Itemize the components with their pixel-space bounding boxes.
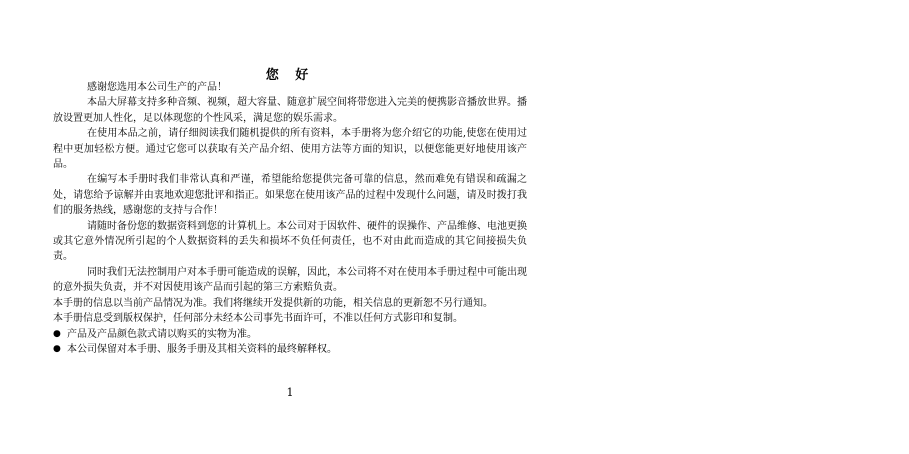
paragraph-backup-notice: 请随时备份您的数据资料到您的计算机上。本公司对于因软件、硬件的误操作、产品维修、电池更换或其它意外情况所引起的个人数据资料的丢失和损坏不负任何责任，也不对由此而造成的其它间接损失负责。 <box>53 220 527 263</box>
bullet-item-interpretation <box>53 342 527 357</box>
document-body <box>53 80 527 357</box>
paragraph-thanks: 感谢您选用本公司生产的产品！ <box>87 82 227 93</box>
paragraph-liability: 同时我们无法控制用户对本手册可能造成的误解，因此，本公司将不对在使用本手册过程中可能出现的意外损失负责，并不对因使用该产品而引起的第三方索赔负责。 <box>53 266 527 294</box>
paragraph-product-intro: 本品大屏幕支持多种音频、视频，超大容量、随意扩展空间将带您进入完美的便携影音播放世界。播放设置更加人性化，足以体现您的个性风采，满足您的娱乐需求。 <box>53 97 527 124</box>
page-number: 1 <box>286 386 294 399</box>
paragraph-info-updates: 本手册的信息以当前产品情况为准。我们将继续开发提供新的功能，相关信息的更新恕不另行通知。 <box>53 297 493 309</box>
bullet-icon: ● <box>53 328 61 339</box>
bullet-icon: ● <box>53 343 61 354</box>
bullet-text: 本公司保留对本手册、服务手册及其相关资料的最终解释权。 <box>67 343 337 355</box>
bullet-text: 产品及产品颜色款式请以购买的实物为准。 <box>67 328 257 340</box>
paragraph-copyright: 本手册信息受到版权保护，任何部分未经本公司事先书面许可，不准以任何方式影印和复制。 <box>53 313 463 325</box>
paragraph-errata: 在编写本手册时我们非常认真和严谨，希望能给您提供完备可靠的信息，然而难免有错误和疏漏之处，请您给予谅解并由衷地欢迎您批评和指正。如果您在使用该产品的过程中发现什么问题，请及时拨打我们的服务热线，感谢您的支持与合作！ <box>53 174 527 217</box>
page-title: 您 好 <box>265 68 315 83</box>
paragraph-read-manual: 在使用本品之前，请仔细阅读我们随机提供的所有资料，本手册将为您介绍它的功能,使您在使用过程中更加轻松方便。通过它您可以获取有关产品介绍、使用方法等方面的知识，以便您能更好地使用该产品。 <box>53 128 527 171</box>
bullet-item-product-color <box>53 327 527 342</box>
